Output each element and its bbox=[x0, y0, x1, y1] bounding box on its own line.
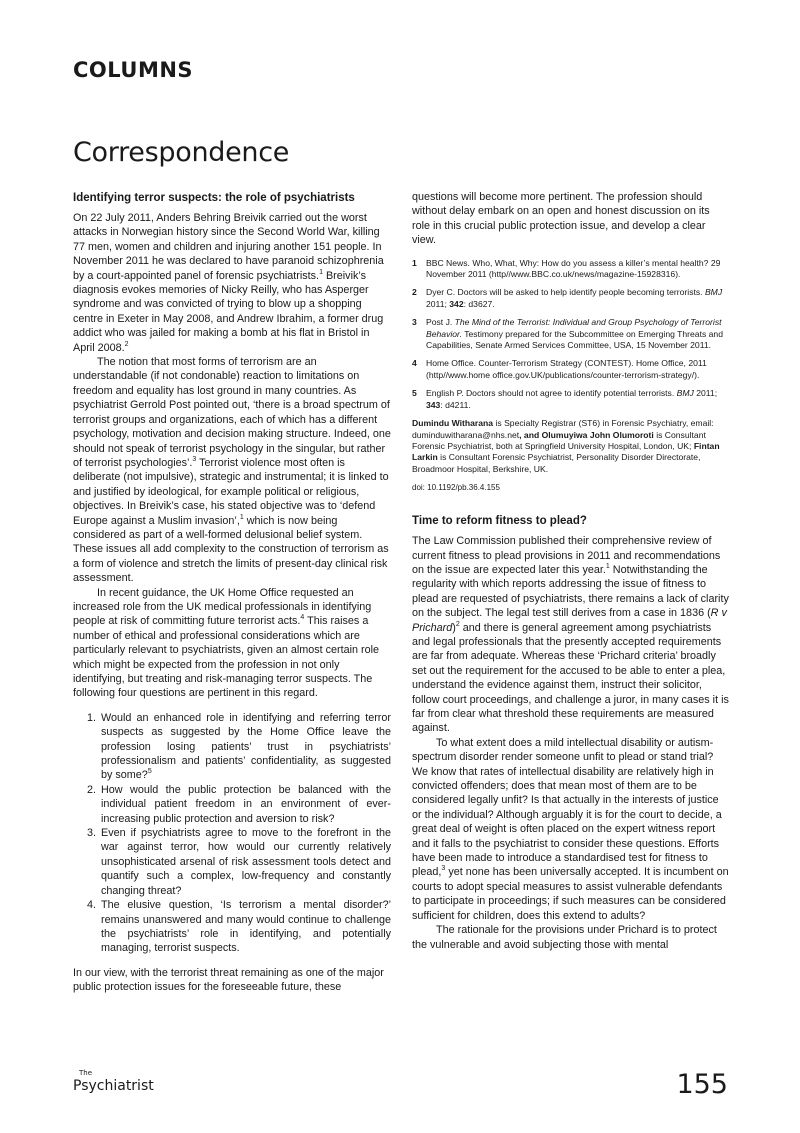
text-run: In our view, with the terrorist threat remaining as one of the major public protection issues for the foreseeable future, these bbox=[73, 966, 384, 994]
text-run: Olumuyiwa John Olumoroti bbox=[541, 429, 654, 440]
citation-superscript: 5 bbox=[147, 768, 152, 776]
text-run: English P. Doctors should not agree to identify potential terrorists. bbox=[426, 388, 677, 399]
text-run: The elusive question, ‘Is terrorism a mental disorder?’ remains unanswered and many would continue to challenge the psychiatrists’ role in identifying, and potentially managing, terrorist suspects. bbox=[101, 899, 391, 955]
text-run: is Specialty Registrar (ST6) in Forensic Psychiatry, email: duminduwitharana@nhs.net bbox=[412, 418, 714, 440]
text-run: 342 bbox=[449, 298, 464, 309]
text-run: How would the public protection be balanced with the individual patient freedom in an environment of ever-increasing public protection and aversion to risk? bbox=[101, 783, 391, 825]
text-run: In recent guidance, the UK Home Office requested an increased role from the UK medical professionals in identifying people at risk of committing future terrorist acts. bbox=[73, 586, 372, 628]
closing-paragraph bbox=[73, 966, 391, 995]
text-run: This raises a number of ethical and professional considerations which are particularly relevant to psychiatrists, given an almost certain role which might be expected from the profession in not only identifying, but treating and risk-managing terror suspects. The following four questions are pertinent in this regard. bbox=[73, 615, 380, 700]
citation-superscript: 1 bbox=[605, 562, 610, 570]
left-column bbox=[73, 190, 391, 995]
paragraph bbox=[412, 923, 730, 952]
reference-number: 1 bbox=[412, 257, 417, 268]
citation-superscript: 1 bbox=[239, 513, 244, 521]
citation-superscript: 3 bbox=[441, 865, 446, 873]
text-run: Breivik’s diagnosis evokes memories of Nicky Reilly, who has Asperger syndrome and was convicted of trying to blow up a shopping centre in Exeter in May 2008, and Andrew Ibrahim, a former drug addict who was jailed for making a bomb at his flat in Bristol in April 2008. bbox=[73, 269, 384, 354]
article-body bbox=[73, 211, 391, 701]
reference-item bbox=[412, 388, 730, 411]
question-item bbox=[99, 783, 391, 826]
text-run: is Consultant Forensic Psychiatrist, Personality Disorder Directorate, Broadmoor Hospital, Berkshire, UK. bbox=[412, 452, 701, 474]
text-run: : d3627. bbox=[463, 298, 495, 309]
citation-superscript: 2 bbox=[455, 620, 460, 628]
question-item bbox=[99, 711, 391, 783]
citation-superscript: 2 bbox=[124, 340, 129, 348]
article-heading: Time to reform fitness to plead? bbox=[412, 515, 587, 528]
text-run: On 22 July 2011, Anders Behring Breivik carried out the worst attacks in Norwegian history since the Second World War, killing 77 men, women and children and injuring another 151 people. In November 2011 he was declared to have paranoid schizophrenia by a court-appointed panel of forensic psychiatrists. bbox=[73, 212, 384, 282]
citation-superscript: 3 bbox=[192, 455, 197, 463]
text-run: Fintan Larkin bbox=[412, 440, 720, 463]
reference-number: 5 bbox=[412, 388, 417, 399]
text-run: which is now being considered as part of a well-formed delusional belief system. These issues all add complexity to the construction of terrorism as a form of violence and stretch the limits of present-day clinical risk assessment. bbox=[73, 514, 389, 585]
text-run: Testimony prepared for the Subcommittee on Emerging Threats and Capabilities, Senate Armed Services Committee, USA, 15 November 2011. bbox=[426, 328, 723, 351]
section-label: COLUMNS bbox=[73, 58, 194, 82]
text-run: yet none has been universally accepted. It is incumbent on courts to adopt special measures to assist vulnerable defendants to participate in proceedings; if such measures can be considered sufficient for children, does this extend to adults? bbox=[412, 866, 729, 922]
author-bio bbox=[412, 418, 730, 475]
text-run: : d4211. bbox=[440, 399, 471, 410]
references-list bbox=[412, 258, 730, 411]
reference-item bbox=[412, 317, 730, 351]
question-item bbox=[99, 898, 391, 956]
reference-item bbox=[412, 287, 730, 310]
paragraph bbox=[73, 586, 391, 701]
citation-superscript: 1 bbox=[319, 268, 323, 276]
journal-logo bbox=[73, 1069, 154, 1094]
text-run: Terrorist violence most often is deliberate (not impulsive), strategic and instrumental; it is linked to and justified by ideological, for example political or religious, objectives. In Breivik’s case, his stated objective was to ‘defend Europe against a Muslim invasion’, bbox=[73, 456, 389, 527]
text-run: BMJ bbox=[704, 287, 723, 298]
paragraph bbox=[412, 736, 730, 923]
text-run: 343 bbox=[426, 399, 441, 410]
closing-paragraph-continued bbox=[412, 190, 730, 248]
text-run: ) bbox=[452, 621, 456, 634]
page-title: Correspondence bbox=[73, 137, 290, 168]
text-run: The notion that most forms of terrorism are an understandable (if not condonable) reaction to limitations on freedom and equality has lost ground in many countries. As psychiatrist Gerrold Post pointed out, ‘there is a broad spectrum of terrorist groups and organizations, each of which has a different psychology, motivation and decision making structure. Indeed, one should not speak of terrorist psychology in the singular, but rather of terrorist psychologies’. bbox=[73, 356, 391, 469]
reference-item bbox=[412, 258, 730, 281]
text-run: Even if psychiatrists agree to move to the forefront in the war against terror, how would our currently relatively unsophisticated arsenal of risk assessment tools detect and quantify such a complex, low-frequency and constantly changing threat? bbox=[101, 827, 391, 897]
text-run: is Consultant Forensic Psychiatrist, both at Springfield University Hospital, London, UK; bbox=[412, 429, 706, 451]
text-run: Would an enhanced role in identifying and referring terror suspects as suggested by the Home Office leave the profession losing patients’ trust in psychiatrists’ professionalism and patients’ confidentiality, as suggested by some? bbox=[101, 711, 391, 782]
text-run: BMJ bbox=[676, 388, 694, 399]
text-run: The rationale for the provisions under Prichard is to protect the vulnerable and avoid subjecting those with mental bbox=[412, 924, 717, 951]
citation-superscript: 4 bbox=[300, 614, 305, 622]
text-run: Home Office. Counter-Terrorism Strategy (CONTEST). Home Office, 2011 (http//www.home office.gov.UK/publications/counter-terrorism-strategy/). bbox=[426, 358, 707, 380]
right-column bbox=[412, 190, 730, 952]
question-item bbox=[99, 826, 391, 898]
reference-number: 3 bbox=[412, 317, 417, 328]
text-run: 2011; bbox=[693, 388, 718, 399]
text-run: The Law Commission published their comprehensive review of current fitness to plead provisions in 2011 and recommendations on the issue are expected later this year. bbox=[412, 535, 721, 576]
text-run: BBC News. Who, What, Why: How do you assess a killer’s mental health? 29 November 2011 (http//www.BBC.co.uk/news/magazine-15928316). bbox=[426, 257, 721, 280]
logo-the: The bbox=[79, 1069, 93, 1077]
reference-number: 2 bbox=[412, 287, 417, 298]
text-run: Dyer C. Doctors will be asked to help identify people becoming terrorists. bbox=[426, 287, 705, 298]
text-run: Dumindu Witharana bbox=[412, 418, 494, 429]
text-run: , and bbox=[519, 429, 542, 440]
reference-number: 4 bbox=[412, 358, 417, 369]
text-run: Notwithstanding the regularity with which reports addressing the issue of fitness to plead are requested of psychiatrists, there remains a lack of clarity on the subject. The legal test still derives from a case in 1836 ( bbox=[412, 563, 729, 620]
reference-item bbox=[412, 358, 730, 381]
doi-link[interactable]: doi: 10.1192/pb.36.4.155 bbox=[412, 483, 500, 493]
text-run: To what extent does a mild intellectual disability or autism-spectrum disorder render someone unfit to plead or stand trial? We know that rates of intellectual disability are relatively high in convicted offenders; does that mean most of them are to be considered legally unfit? Is that actually in the interests of justice or the individual? Although arguably it is for the court to decide, a great deal of weight is often placed on the expert witness report and it falls to the psychiatrist to consider these questions. Efforts have been made to introduce a standardised test for fitness to plead, bbox=[412, 736, 722, 879]
logo-text: Psychiatrist bbox=[73, 1078, 154, 1094]
text-run: Post J. bbox=[426, 317, 455, 328]
questions-list bbox=[73, 711, 391, 956]
paragraph bbox=[73, 355, 391, 586]
text-run: 2011; bbox=[426, 298, 450, 309]
text-run: R v Prichard bbox=[412, 607, 727, 634]
page-number: 155 bbox=[676, 1069, 728, 1100]
text-run: and there is general agreement among psychiatrists and legal professionals that the presently accepted requirements are far from adequate. Whereas these ‘Prichard criteria’ broadly set out the requirement for the accused to be able to enter a plea, understand the evidence against them, instruct their solicitor, follow court proceedings, and challenge a juror, in many cases it is far from clear what threshold these requirements are measured against. bbox=[412, 621, 729, 735]
paragraph bbox=[73, 211, 391, 355]
article-body bbox=[412, 534, 730, 952]
text-run: The Mind of the Terrorist: Individual and Group Psychology of Terrorist Behavior. bbox=[426, 317, 722, 339]
paragraph bbox=[412, 534, 730, 736]
text-run: questions will become more pertinent. The profession should without delay embark on an open and honest discussion on its role in this crucial public protection issue, and develop a clear view. bbox=[412, 191, 710, 247]
article-heading: Identifying terror suspects: the role of psychiatrists bbox=[73, 192, 355, 204]
